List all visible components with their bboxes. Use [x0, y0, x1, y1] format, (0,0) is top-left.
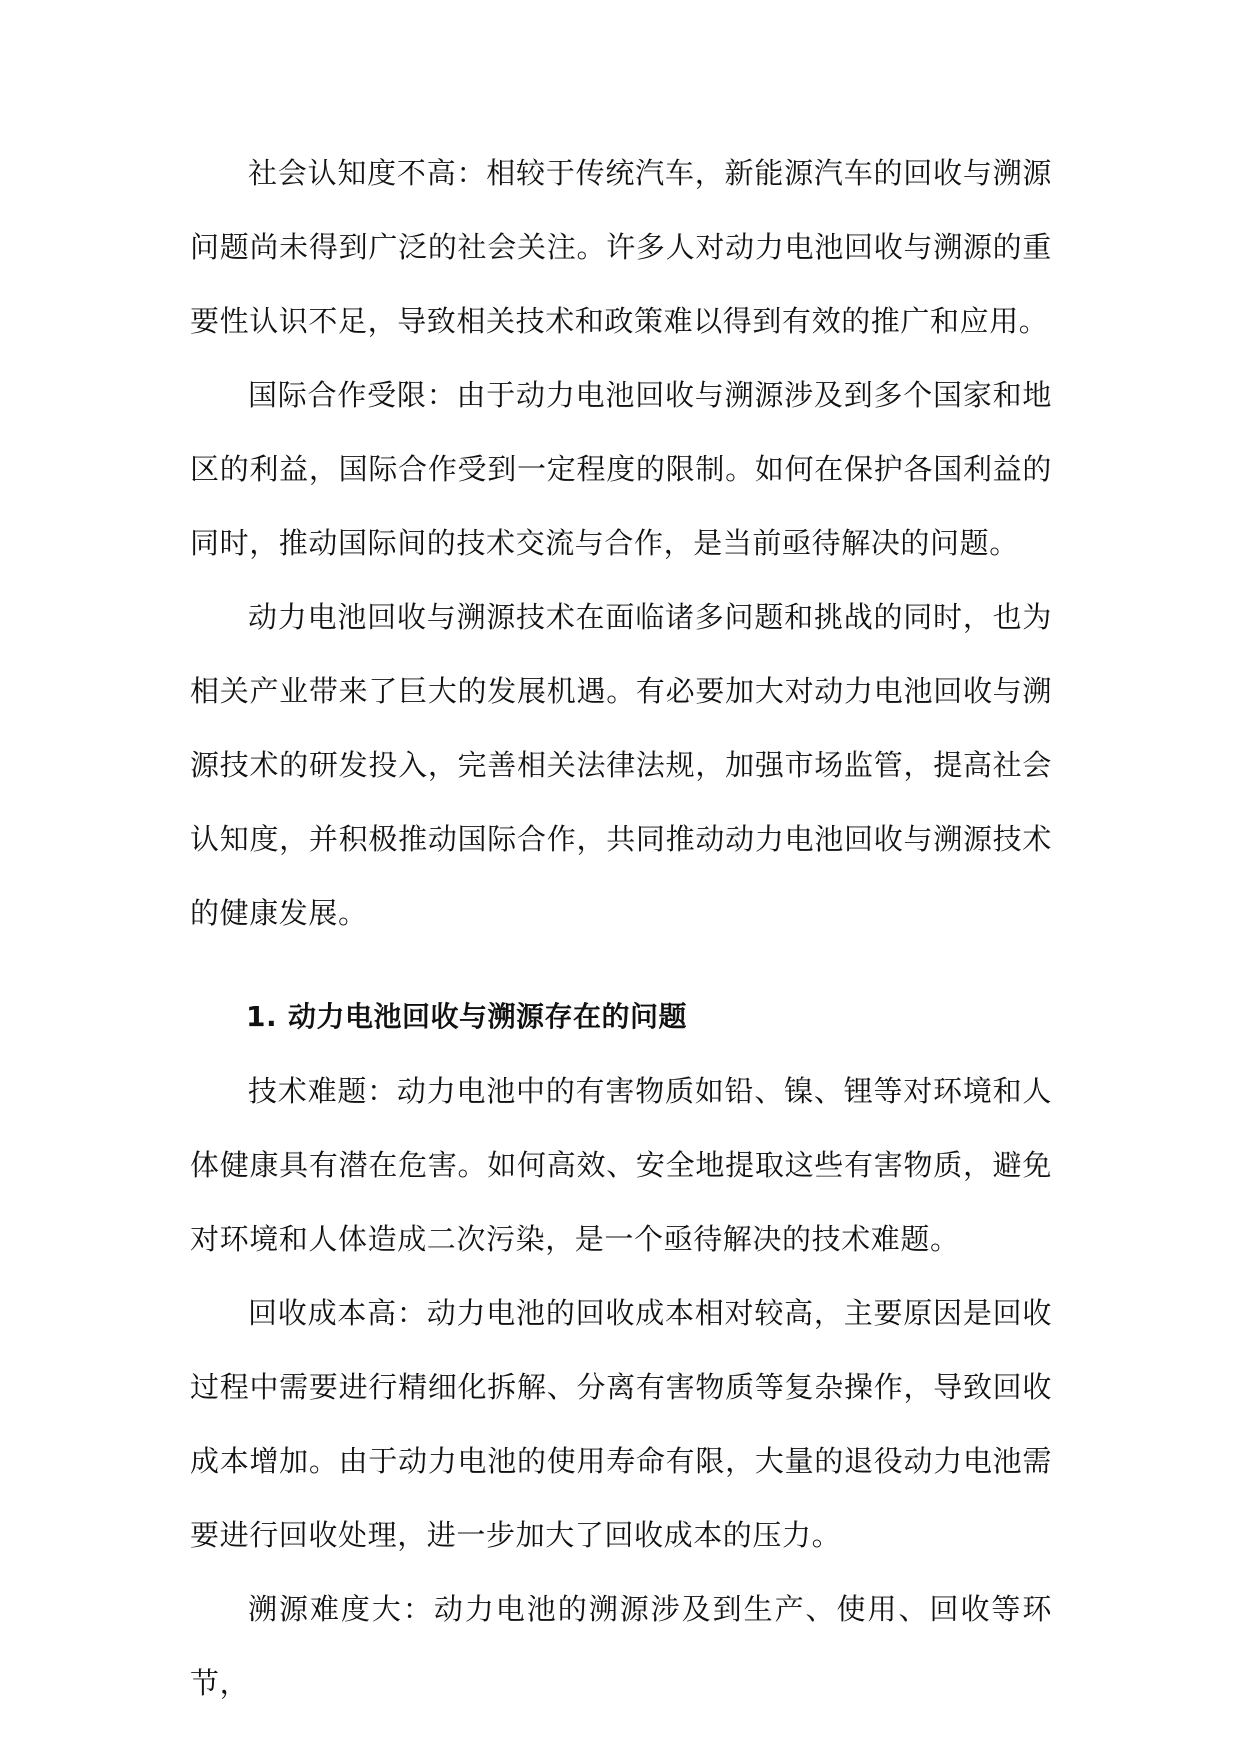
paragraph-traceability-difficulty: 溯源难度大：动力电池的溯源涉及到生产、使用、回收等环节，	[190, 1592, 1052, 1700]
section-number: 1.	[246, 1000, 278, 1033]
paragraph-social-awareness: 社会认知度不高：相较于传统汽车，新能源汽车的回收与溯源问题尚未得到广泛的社会关注。许多人对动力电池回收与溯源的重要性认识不足，导致相关技术和政策难以得到有效的推广和应用。	[190, 156, 1052, 338]
section-title: 动力电池回收与溯源存在的问题	[288, 1000, 688, 1033]
paragraph-technical-difficulty: 技术难题：动力电池中的有害物质如铅、镍、锂等对环境和人体健康具有潜在危害。如何高效、安全地提取这些有害物质，避免对环境和人体造成二次污染，是一个亟待解决的技术难题。	[190, 1074, 1052, 1256]
document-body	[190, 136, 1052, 1720]
paragraph-international-cooperation: 国际合作受限：由于动力电池回收与溯源涉及到多个国家和地区的利益，国际合作受到一定程度的限制。如何在保护各国利益的同时，推动国际间的技术交流与合作，是当前亟待解决的问题。	[190, 378, 1052, 560]
paragraph-summary: 动力电池回收与溯源技术在面临诸多问题和挑战的同时，也为相关产业带来了巨大的发展机遇。有必要加大对动力电池回收与溯源技术的研发投入，完善相关法律法规，加强市场监管，提高社会认知度，并积极推动国际合作，共同推动动力电池回收与溯源技术的健康发展。	[190, 600, 1052, 930]
paragraph-recycling-cost: 回收成本高：动力电池的回收成本相对较高，主要原因是回收过程中需要进行精细化拆解、分离有害物质等复杂操作，导致回收成本增加。由于动力电池的使用寿命有限，大量的退役动力电池需要进行回收处理，进一步加大了回收成本的压力。	[190, 1296, 1052, 1552]
section-heading	[190, 980, 1052, 1054]
